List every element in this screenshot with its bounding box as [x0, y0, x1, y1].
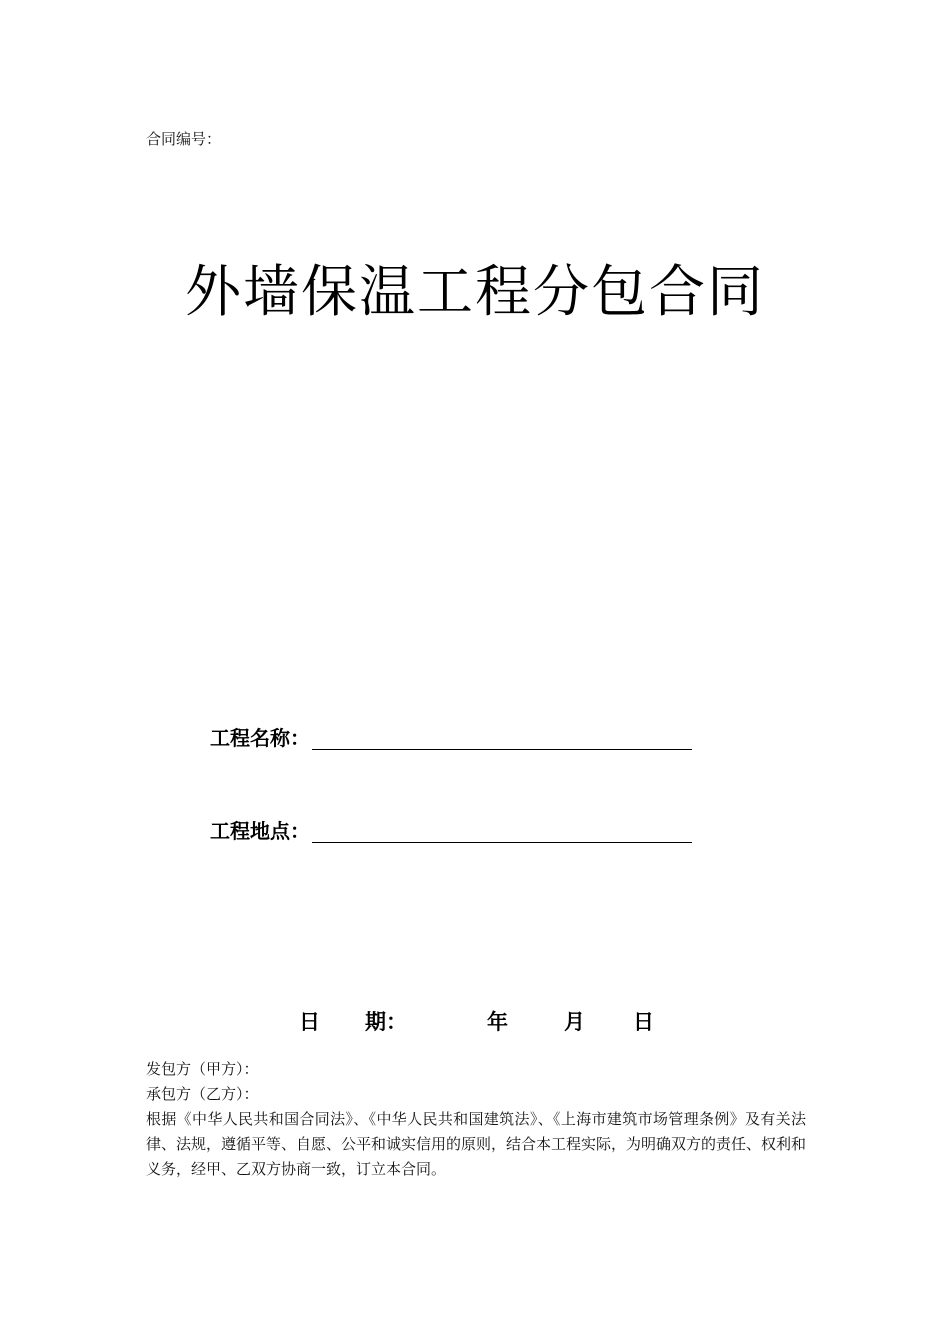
contract-number-label: 合同编号：: [146, 130, 222, 148]
project-name-blank-line: [312, 727, 692, 750]
preamble-paragraph: 根据《中华人民共和国合同法》、《中华人民共和国建筑法》、《上海市建筑市场管理条例》及有关法律、法规，遵循平等、自愿、公平和诚实信用的原则，结合本工程实际，为明确双方的责任、权利和义务，经甲、乙双方协商一致，订立本合同。: [146, 1110, 807, 1178]
project-site-label: 工程地点：: [210, 819, 310, 843]
project-site-blank-line: [312, 820, 692, 843]
project-name-row: [210, 722, 692, 751]
date-row: [0, 1006, 950, 1036]
date-label-qi: 期：: [365, 1010, 407, 1034]
document-title: 外墙保温工程分包合同: [185, 260, 765, 325]
date-day-label: 日: [633, 1010, 654, 1034]
party-a-label: 发包方（甲方）：: [146, 1060, 259, 1078]
date-year-label: 年: [487, 1010, 508, 1034]
date-label-ri: 日: [299, 1010, 320, 1034]
project-site-row: [210, 815, 692, 844]
date-month-label: 月: [564, 1010, 585, 1034]
party-b-label: 承包方（乙方）：: [146, 1085, 259, 1103]
project-name-label: 工程名称：: [210, 726, 310, 750]
